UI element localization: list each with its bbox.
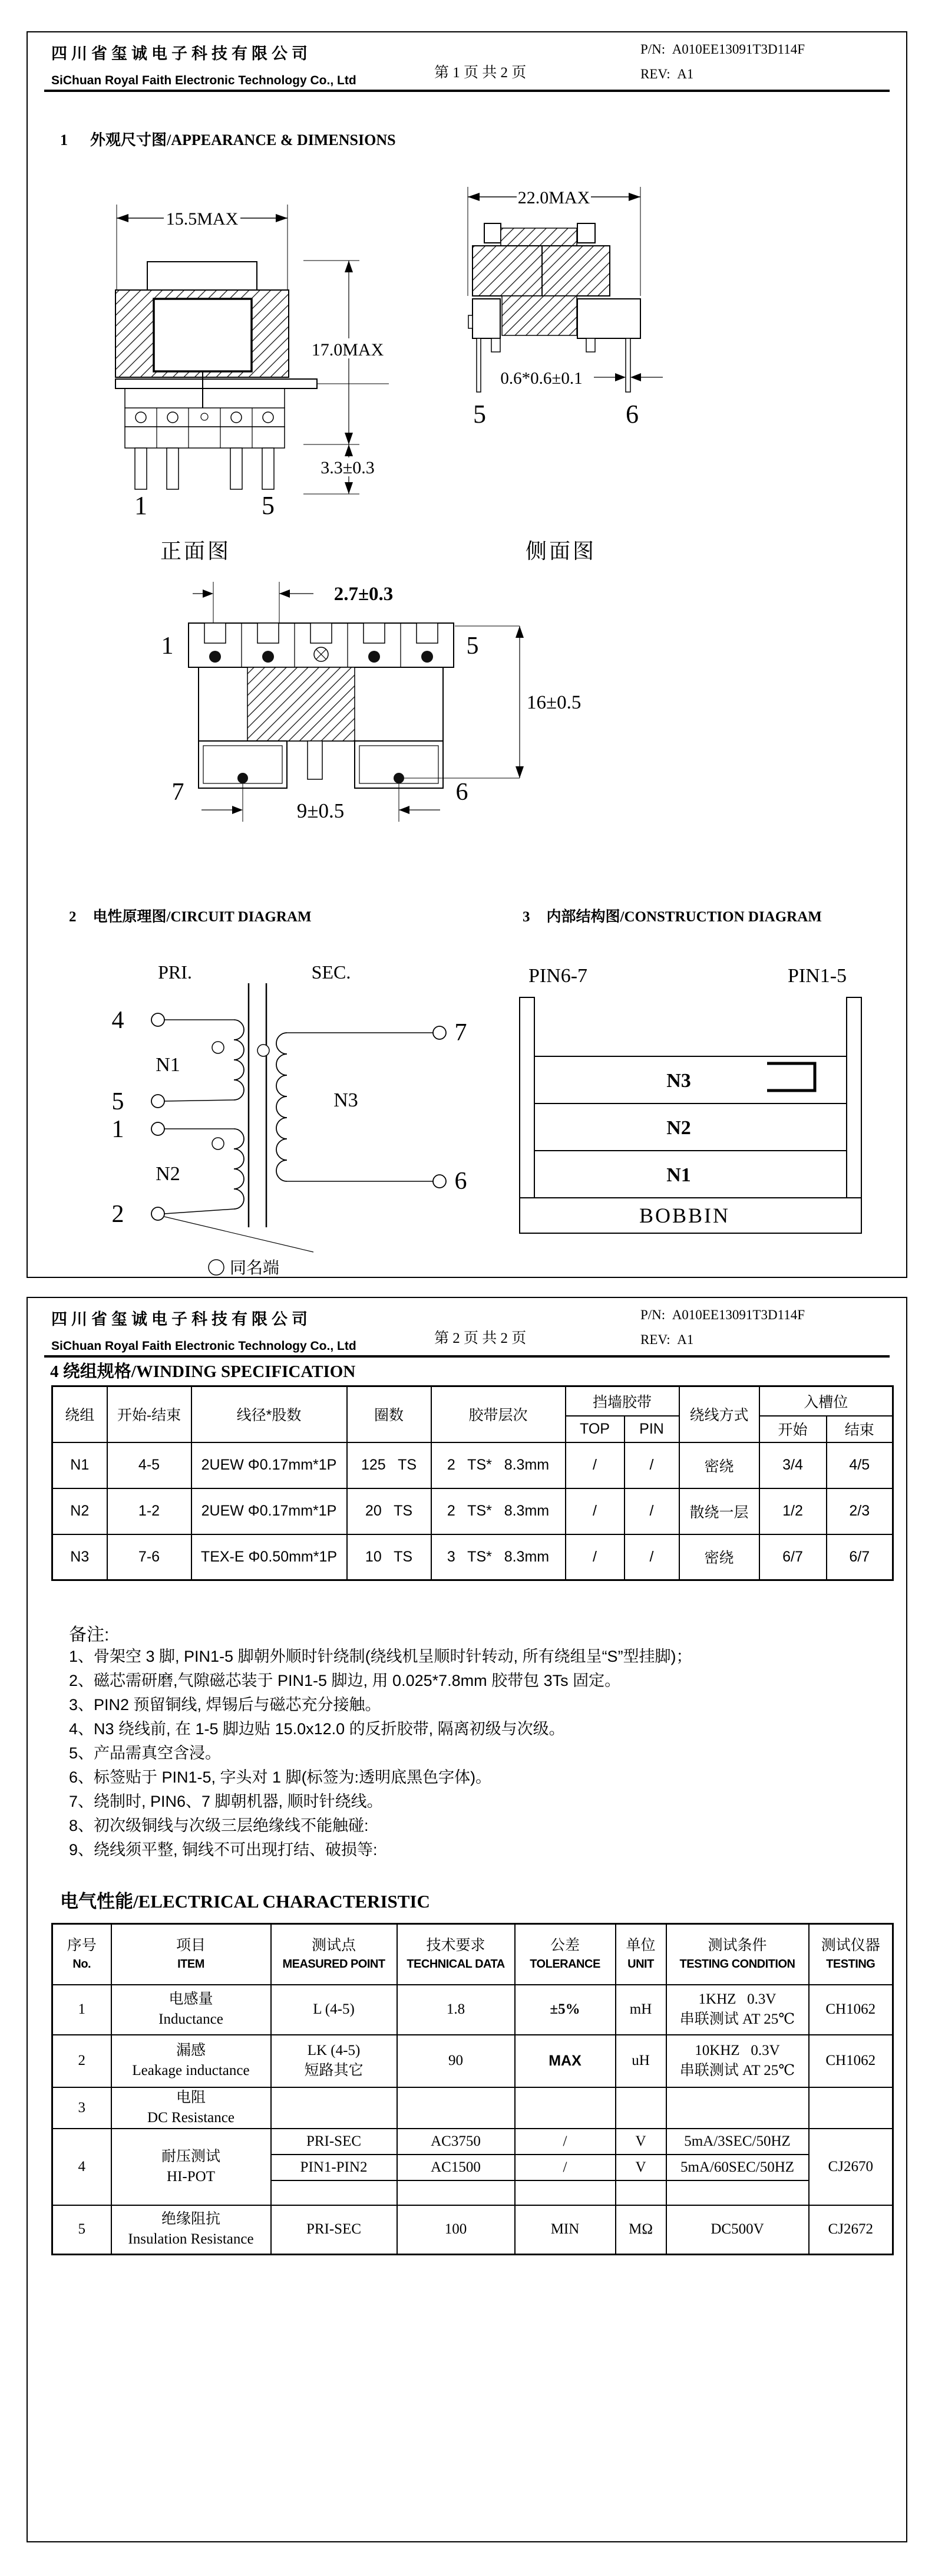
- header-divider: [44, 90, 890, 92]
- et-header-data-en: TECHNICAL DATA: [407, 1958, 505, 1971]
- cell: [809, 2087, 893, 2129]
- pin: [230, 448, 242, 489]
- cell: MAX: [515, 2035, 616, 2087]
- winding-n1-coil: [234, 1020, 244, 1100]
- note-line: 3、PIN2 预留铜线, 焊锡后与磁芯充分接触。: [69, 1696, 381, 1714]
- pin: [262, 448, 274, 489]
- et-header-point: [271, 1924, 397, 1985]
- cell: [111, 2087, 271, 2129]
- cell: /: [625, 1442, 679, 1488]
- cell: 4-5: [107, 1442, 191, 1488]
- note-line: 1、骨架空 3 脚, PIN1-5 脚朝外顺时针绕制(绕线机呈顺时针转动, 所有绕组呈“S”型挂脚)；: [69, 1648, 692, 1665]
- side-view-caption: 侧面图: [525, 539, 596, 563]
- rev-value: A1: [677, 67, 694, 81]
- cell: 20 TS: [347, 1488, 431, 1534]
- note-line: 2、磁芯需研磨,气隙磁芯装于 PIN1-5 脚边, 用 0.025*7.8mm 胶带包 3Ts 固定。: [69, 1672, 621, 1689]
- wt-header-turns: 圈数: [347, 1386, 431, 1442]
- cell: [111, 2205, 271, 2255]
- cell: 7-6: [107, 1534, 191, 1580]
- revision: [640, 67, 693, 82]
- item-en: Insulation Resistance: [128, 2231, 254, 2248]
- pin: [135, 448, 147, 489]
- side-pin6-label: 6: [626, 400, 639, 429]
- cell: 2 TS* 8.3mm: [431, 1442, 566, 1488]
- cell: L (4-5): [271, 1985, 397, 2035]
- note-line: 7、绕制时, PIN6、7 脚朝机器, 顺时针绕线。: [69, 1793, 383, 1810]
- point-line: 短路其它: [304, 2063, 364, 2078]
- item-en: Inductance: [158, 2011, 223, 2027]
- electrical-table: [51, 1923, 894, 2255]
- terminal-5-label: 5: [111, 1088, 124, 1115]
- cell: [111, 2129, 271, 2205]
- side-pin5-label: 5: [473, 400, 486, 429]
- et-header-cond-en: TESTING CONDITION: [679, 1958, 795, 1971]
- bottom-pin6-label: 6: [455, 779, 468, 806]
- cell: 散绕一层: [679, 1488, 759, 1534]
- et-header-cond-cn: 测试条件: [708, 1937, 767, 1954]
- wt-header-slot-start: 开始: [759, 1416, 827, 1442]
- cell: [397, 2180, 515, 2205]
- wt-header-wire: 线径*股数: [191, 1386, 347, 1442]
- side-view-drawing: [455, 178, 673, 449]
- winding-n3-label: N3: [333, 1089, 358, 1111]
- winding-table: [51, 1385, 894, 1581]
- construction-pin15-label: PIN1-5: [787, 965, 847, 987]
- dot-legend-icon: [209, 1260, 224, 1275]
- cell: [616, 2180, 666, 2205]
- section-3-title: [523, 905, 822, 926]
- cond-line: 10KHZ 0.3V: [695, 2043, 780, 2058]
- item-en: Leakage inductance: [132, 2063, 250, 2078]
- item-cn: 电感量: [169, 1991, 213, 2007]
- note-line: 5、产品需真空含浸。: [69, 1744, 222, 1762]
- construction-pin67-label: PIN6-7: [528, 965, 588, 987]
- cell: [666, 1985, 809, 2035]
- side-width-dim: 22.0MAX: [517, 188, 590, 207]
- pn-value: A010EE13091T3D114F: [672, 1307, 805, 1322]
- cell: 100: [397, 2205, 515, 2255]
- revision: [640, 1332, 693, 1348]
- cell: [111, 1985, 271, 2035]
- et-header-unit: [616, 1924, 666, 1985]
- et-header-item-en: ITEM: [177, 1958, 204, 1971]
- wt-header-barrier: 挡墙胶带: [566, 1386, 679, 1416]
- winding-row-n3: [52, 1534, 893, 1580]
- page-1: [27, 31, 907, 1278]
- pn-label: P/N:: [640, 42, 666, 57]
- wt-header-method: 绕线方式: [679, 1386, 759, 1442]
- section-3-number: 3: [523, 909, 530, 925]
- wt-header-slot: 入槽位: [759, 1386, 893, 1416]
- cell: 5mA/60SEC/50HZ: [666, 2155, 809, 2180]
- rev-label: REV:: [640, 67, 670, 81]
- cell: DC500V: [666, 2205, 809, 2255]
- pin: [626, 338, 630, 392]
- cell: [515, 2180, 616, 2205]
- cell: [616, 2087, 666, 2129]
- cell: 1/2: [759, 1488, 827, 1534]
- header-divider: [44, 1355, 890, 1358]
- cell: [397, 2087, 515, 2129]
- et-row-hipot-a: [52, 2129, 893, 2155]
- polarity-dot: [257, 1045, 269, 1056]
- front-height-dim: 17.0MAX: [311, 340, 384, 360]
- bottom-pin5-label: 5: [466, 633, 479, 660]
- rev-value: A1: [677, 1332, 694, 1347]
- cond-line: 串联测试 AT 25℃: [679, 2063, 795, 2078]
- bottom-width-dim: 9±0.5: [296, 799, 345, 822]
- company-name-en: SiChuan Royal Faith Electronic Technology Co., Ltd: [51, 1339, 356, 1353]
- wt-header-winding: 绕组: [52, 1386, 107, 1442]
- cell: CH1062: [809, 1985, 893, 2035]
- cell: [271, 2035, 397, 2087]
- secondary-label: SEC.: [311, 961, 351, 983]
- section-1-number: 1: [60, 131, 68, 149]
- et-header-cond: [666, 1924, 809, 1985]
- cell: [111, 2035, 271, 2087]
- construction-diagram: [508, 956, 891, 1251]
- cell: PRI-SEC: [271, 2129, 397, 2155]
- company-name-cn: 四川省玺诚电子科技有限公司: [51, 1310, 312, 1328]
- polarity-dot: [212, 1138, 224, 1149]
- front-width-dim: 15.5MAX: [166, 209, 239, 229]
- cell: [271, 2180, 397, 2205]
- et-header-instr-en: TESTING: [826, 1958, 875, 1971]
- winding-n2-label: N2: [156, 1163, 180, 1185]
- front-pin5-label: 5: [262, 491, 275, 520]
- pn-label: P/N:: [640, 1307, 666, 1322]
- cell: 5mA/3SEC/50HZ: [666, 2129, 809, 2155]
- et-header-tol-cn: 公差: [550, 1937, 580, 1954]
- cell: /: [625, 1488, 679, 1534]
- wt-header-slot-end: 结束: [827, 1416, 893, 1442]
- cell: 4/5: [827, 1442, 893, 1488]
- page-2: [27, 1297, 907, 2542]
- cell: 2/3: [827, 1488, 893, 1534]
- section-1-title: [60, 128, 396, 150]
- et-header-unit-cn: 单位: [626, 1937, 656, 1954]
- cell: 3: [52, 2087, 111, 2129]
- bottom-pin1-label: 1: [161, 633, 174, 660]
- winding-table-wrap: [51, 1385, 894, 1581]
- et-header-point-cn: 测试点: [311, 1937, 356, 1954]
- et-header-no: [52, 1924, 111, 1985]
- item-cn: 绝缘阻抗: [161, 2211, 220, 2228]
- cell: /: [515, 2129, 616, 2155]
- cond-line: 1KHZ 0.3V: [698, 1991, 777, 2007]
- cell: uH: [616, 2035, 666, 2087]
- cell: 2 TS* 8.3mm: [431, 1488, 566, 1534]
- notes-title: 备注:: [69, 1625, 110, 1645]
- cell: MIN: [515, 2205, 616, 2255]
- notes-list: [69, 1645, 692, 1862]
- cell: /: [566, 1534, 625, 1580]
- et-header-item: [111, 1924, 271, 1985]
- cell: 4: [52, 2129, 111, 2205]
- cell: N2: [52, 1488, 107, 1534]
- cell: [666, 2180, 809, 2205]
- cell: 3/4: [759, 1442, 827, 1488]
- cell: /: [515, 2155, 616, 2180]
- cell: PRI-SEC: [271, 2205, 397, 2255]
- bottom-pitch-dim: 2.7±0.3: [333, 584, 394, 605]
- cell: 2UEW Φ0.17mm*1P: [191, 1488, 347, 1534]
- rev-label: REV:: [640, 1332, 670, 1347]
- wt-header-tape: 胶带层次: [431, 1386, 566, 1442]
- cell: 6/7: [827, 1534, 893, 1580]
- winding-n2-coil: [234, 1129, 244, 1209]
- cell: [666, 2087, 809, 2129]
- et-header-instr: [809, 1924, 893, 1985]
- item-cn: 耐压测试: [161, 2148, 220, 2165]
- terminal-6-label: 6: [454, 1168, 467, 1195]
- winding-n3-coil: [276, 1033, 287, 1181]
- section-2-title: [69, 905, 312, 926]
- section-3-text: 内部结构图/CONSTRUCTION DIAGRAM: [546, 909, 822, 925]
- note-line: 8、初次级铜线与次级三层绝缘线不能触碰:: [69, 1817, 369, 1834]
- front-view-drawing: [90, 178, 390, 520]
- cell: AC1500: [397, 2155, 515, 2180]
- winding-n1-label: N1: [156, 1054, 180, 1076]
- cell: [271, 2087, 397, 2129]
- cell: 3 TS* 8.3mm: [431, 1534, 566, 1580]
- et-row-insulation: [52, 2205, 893, 2255]
- side-pin-dim: 0.6*0.6±0.1: [500, 369, 583, 388]
- note-line: 4、N3 绕线前, 在 1-5 脚边贴 15.0x12.0 的反折胶带, 隔离初级与次级。: [69, 1720, 565, 1738]
- cell: 6/7: [759, 1534, 827, 1580]
- terminal-1-label: 1: [111, 1116, 124, 1143]
- et-header-data: [397, 1924, 515, 1985]
- wt-header-start-end: 开始-结束: [107, 1386, 191, 1442]
- et-header-no-cn: 序号: [67, 1937, 97, 1954]
- wt-header-pin: PIN: [625, 1416, 679, 1442]
- cell: TEX-E Φ0.50mm*1P: [191, 1534, 347, 1580]
- electrical-table-wrap: [51, 1923, 894, 2255]
- wt-header-top: TOP: [566, 1416, 625, 1442]
- et-header-instr-cn: 测试仪器: [821, 1937, 880, 1954]
- front-standoff-dim: 3.3±0.3: [321, 458, 375, 477]
- et-row-leakage: [52, 2035, 893, 2087]
- cell: 10 TS: [347, 1534, 431, 1580]
- cell: N1: [52, 1442, 107, 1488]
- polarity-dot: [212, 1042, 224, 1053]
- company-name-cn: 四川省玺诚电子科技有限公司: [51, 45, 312, 62]
- cell: 2UEW Φ0.17mm*1P: [191, 1442, 347, 1488]
- layer-n3-label: N3: [666, 1070, 691, 1092]
- section-2-text: 电性原理图/CIRCUIT DIAGRAM: [92, 909, 312, 925]
- et-header-data-cn: 技术要求: [426, 1937, 485, 1954]
- pin: [167, 448, 179, 489]
- cell: 1-2: [107, 1488, 191, 1534]
- section-1-text: 外观尺寸图/APPEARANCE & DIMENSIONS: [90, 131, 396, 149]
- bottom-pin7-label: 7: [171, 779, 184, 806]
- et-header-item-cn: 项目: [176, 1937, 206, 1954]
- note-line: 9、绕线须平整, 铜线不可出现打结、破损等:: [69, 1841, 378, 1859]
- page-number: 第 1 页 共 2 页: [434, 65, 527, 81]
- note-line: 6、标签贴于 PIN1-5, 字头对 1 脚(标签为:透明底黑色字体)。: [69, 1768, 492, 1786]
- cell: AC3750: [397, 2129, 515, 2155]
- cell: V: [616, 2129, 666, 2155]
- cell: N3: [52, 1534, 107, 1580]
- bottom-height-dim: 16±0.5: [527, 692, 582, 713]
- cell: 90: [397, 2035, 515, 2087]
- cell: 5: [52, 2205, 111, 2255]
- terminal-7-label: 7: [454, 1019, 467, 1046]
- electrical-title: 电气性能/ELECTRICAL CHARACTERISTIC: [60, 1891, 430, 1912]
- section-2-number: 2: [69, 909, 77, 925]
- cell: CH1062: [809, 2035, 893, 2087]
- cell: /: [625, 1534, 679, 1580]
- part-number: [640, 1307, 805, 1323]
- dot-legend-text: 同名端: [230, 1259, 280, 1277]
- cell: [666, 2035, 809, 2087]
- cell: MΩ: [616, 2205, 666, 2255]
- cell: [515, 2087, 616, 2129]
- cell: /: [566, 1488, 625, 1534]
- cell: V: [616, 2155, 666, 2180]
- cell: 密绕: [679, 1442, 759, 1488]
- et-header-point-en: MEASURED POINT: [282, 1958, 385, 1971]
- cell: mH: [616, 1985, 666, 2035]
- cell: 1.8: [397, 1985, 515, 2035]
- et-header-no-en: No.: [72, 1958, 91, 1971]
- cell: /: [566, 1442, 625, 1488]
- winding-row-n1: [52, 1442, 893, 1488]
- front-pin1-label: 1: [134, 491, 147, 520]
- section-4-title: 4 绕组规格/WINDING SPECIFICATION: [50, 1362, 356, 1381]
- item-cn: 电阻: [176, 2089, 206, 2106]
- cell: 2: [52, 2035, 111, 2087]
- cell: CJ2670: [809, 2129, 893, 2205]
- terminal-4-label: 4: [111, 1007, 124, 1034]
- et-header-tol-en: TOLERANCE: [530, 1958, 600, 1971]
- pn-value: A010EE13091T3D114F: [672, 42, 805, 57]
- terminal-2-label: 2: [111, 1201, 124, 1228]
- cell: CJ2672: [809, 2205, 893, 2255]
- et-row-inductance: [52, 1985, 893, 2035]
- company-name-en: SiChuan Royal Faith Electronic Technology Co., Ltd: [51, 74, 356, 87]
- page-number: 第 2 页 共 2 页: [434, 1330, 527, 1346]
- cell: 1: [52, 1985, 111, 2035]
- part-number: [640, 42, 805, 57]
- bottom-view-drawing: [137, 567, 626, 838]
- cond-line: 串联测试 AT 25℃: [679, 2011, 795, 2027]
- cell: 125 TS: [347, 1442, 431, 1488]
- cell: 密绕: [679, 1534, 759, 1580]
- cell: ±5%: [515, 1985, 616, 2035]
- point-line: LK (4-5): [307, 2043, 361, 2058]
- item-en: DC Resistance: [147, 2109, 234, 2126]
- front-view-caption: 正面图: [160, 539, 231, 563]
- layer-n2-label: N2: [666, 1117, 691, 1139]
- layer-n1-label: N1: [666, 1164, 691, 1186]
- circuit-diagram: [90, 956, 508, 1280]
- bobbin-label: BOBBIN: [639, 1204, 731, 1227]
- winding-row-n2: [52, 1488, 893, 1534]
- et-header-unit-en: UNIT: [627, 1958, 654, 1971]
- pin: [477, 338, 481, 392]
- et-header-tol: [515, 1924, 616, 1985]
- cell: PIN1-PIN2: [271, 2155, 397, 2180]
- primary-label: PRI.: [158, 961, 192, 983]
- item-cn: 漏感: [176, 2043, 206, 2058]
- et-row-dcr: [52, 2087, 893, 2129]
- item-en: HI-POT: [167, 2168, 215, 2185]
